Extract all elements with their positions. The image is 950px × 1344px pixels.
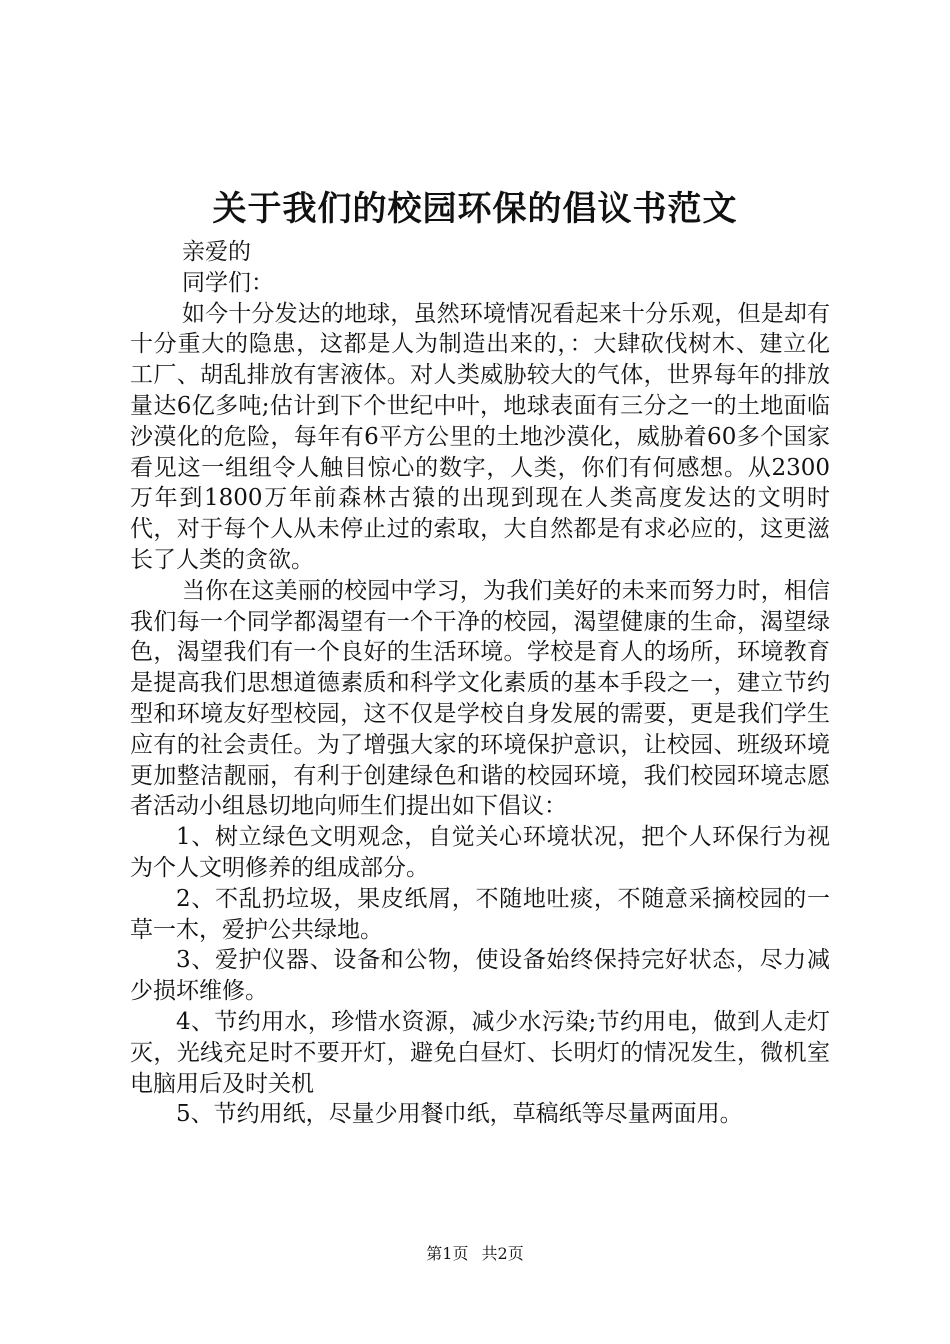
proposal-item: 5、节约用纸，尽量少用餐巾纸，草稿纸等尽量两面用。	[176, 1101, 743, 1128]
document-body	[130, 237, 830, 1130]
proposal-item: 2、不乱扔垃圾，果皮纸屑，不随地吐痰，不随意采摘校园的一草一木，爱护公共绿地。	[130, 885, 830, 943]
proposal-item: 4、节约用水，珍惜水资源，减少水污染;节约用电，做到人走灯灭，光线充足时不要开灯，避免白昼灯、长明灯的情况发生，微机室电脑用后及时关机	[130, 1008, 830, 1097]
salutation-line-2: 同学们：	[182, 269, 274, 296]
proposal-item: 1、树立绿色文明观念，自觉关心环境状况，把个人环保行为视为个人文明修养的组成部分。	[130, 824, 830, 881]
page-footer	[0, 1244, 950, 1264]
document-title: 关于我们的校园环保的倡议书范文	[212, 189, 738, 229]
paragraph: 如今十分发达的地球，虽然环境情况看起来十分乐观，但是却有十分重大的隐患，这都是人为制造出来的，：大肆砍伐树木、建立化工厂、胡乱排放有害液体。对人类威胁较大的气体，世界每年的排放量达6亿多吨;估计到下个世纪中叶，地球表面有三分之一的土地面临沙漠化的危险，每年有6平方公里的土地沙漠化，威胁着60多个国家看见这一组组令人触目惊心的数字，人类，你们有何感想。从2300万年到1800万年前森林古猿的出现到现在人类高度发达的文明时代，对于每个人从未停止过的索取，大自然都是有求必应的，这更滋长了人类的贪欲。	[130, 300, 830, 573]
page-total: 共2页	[481, 1244, 524, 1263]
salutation-line-1: 亲爱的	[182, 239, 251, 265]
page-number: 第1页	[426, 1244, 469, 1263]
paragraph: 当你在这美丽的校园中学习，为我们美好的未来而努力时，相信我们每一个同学都渴望有一个干净的校园，渴望健康的生命，渴望绿色，渴望我们有一个良好的生活环境。学校是育人的场所，环境教育是提高我们思想道德素质和科学文化素质的基本手段之一，建立节约型和环境友好型校园，这不仅是学校自身发展的需要，更是我们学生应有的社会责任。为了增强大家的环境保护意识，让校园、班级环境更加整洁靓丽，有利于创建绿色和谐的校园环境，我们校园环境志愿者活动小组恳切地向师生们提出如下倡议：	[130, 577, 830, 820]
proposal-item: 3、爱护仪器、设备和公物，使设备始终保持完好状态，尽力减少损坏维修。	[130, 947, 830, 1005]
